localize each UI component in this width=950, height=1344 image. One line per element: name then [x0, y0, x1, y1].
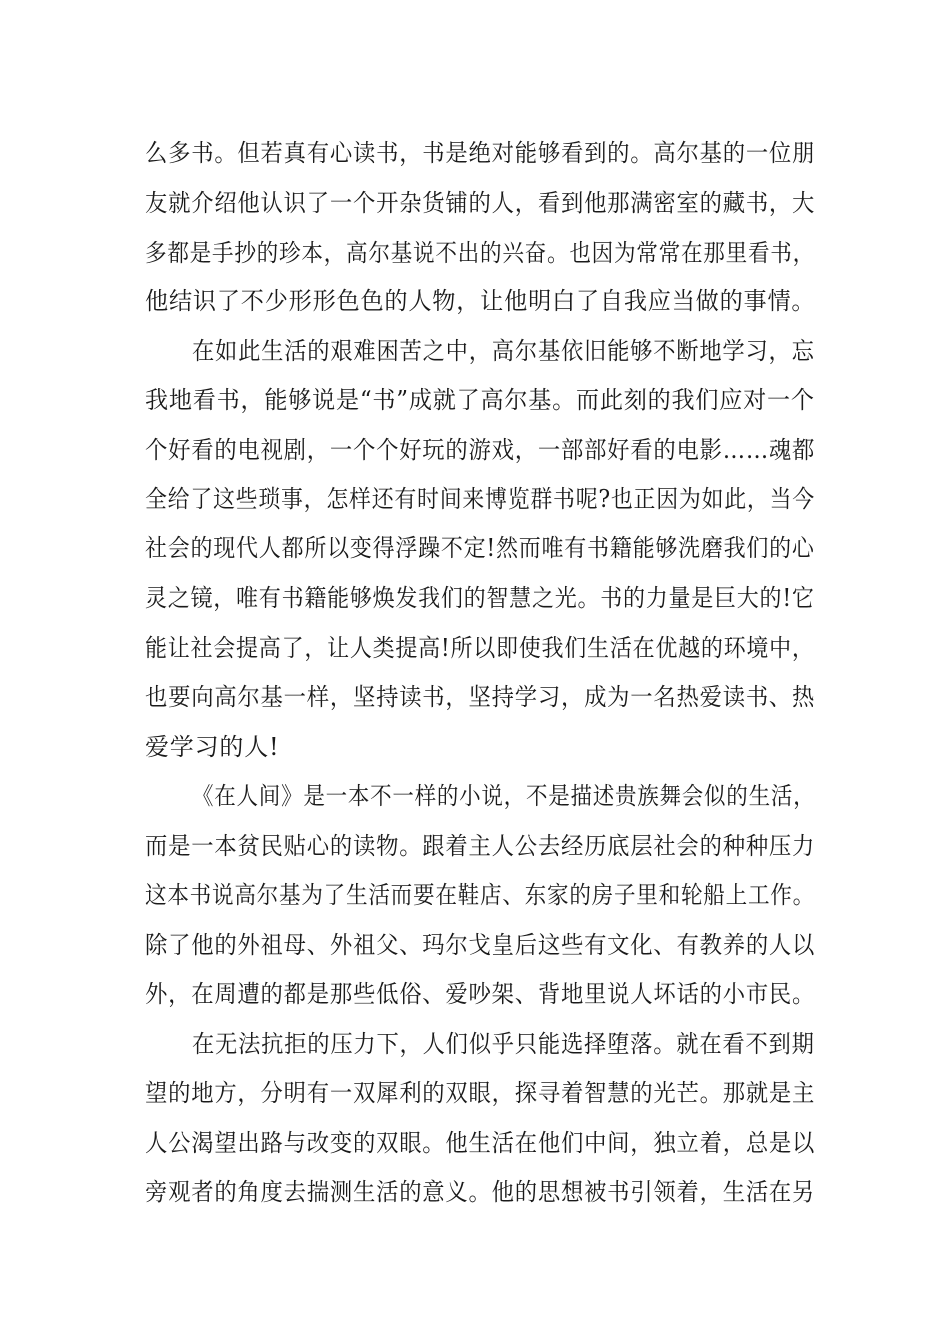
text-line: 灵之镜，唯有书籍能够焕发我们的智慧之光。书的力量是巨大的!它 [145, 584, 815, 612]
text-line: 多都是手抄的珍本，高尔基说不出的兴奋。也因为常常在那里看书， [145, 239, 815, 267]
text-line: 这本书说高尔基为了生活而要在鞋店、东家的房子里和轮船上工作。 [145, 881, 815, 909]
text-line: 全给了这些琐事，怎样还有时间来博览群书呢?也正因为如此，当今 [145, 485, 815, 513]
text-line: 人公渴望出路与改变的双眼。他生活在他们中间，独立着，总是以 [145, 1129, 816, 1157]
text-line: 爱学习的人! [145, 733, 280, 761]
text-line: 个好看的电视剧，一个个好玩的游戏，一部部好看的电影……魂都 [145, 436, 816, 464]
text-line: 社会的现代人都所以变得浮躁不定!然而唯有书籍能够洗磨我们的心 [145, 534, 815, 562]
text-line: 望的地方，分明有一双犀利的双眼，探寻着智慧的光芒。那就是主 [145, 1079, 816, 1107]
text-line: 友就介绍他认识了一个开杂货铺的人，看到他那满密室的藏书，大 [145, 189, 816, 217]
text-line: 旁观者的角度去揣测生活的意义。他的思想被书引领着，生活在另 [145, 1178, 816, 1206]
text-line: 他结识了不少形形色色的人物，让他明白了自我应当做的事情。 [145, 287, 816, 315]
text-line: 而是一本贫民贴心的读物。跟着主人公去经历底层社会的种种压力 [145, 832, 816, 860]
text-line: 么多书。但若真有心读书，书是绝对能够看到的。高尔基的一位朋 [145, 139, 816, 167]
text-line: 能让社会提高了，让人类提高!所以即使我们生活在优越的环境中， [145, 634, 815, 662]
text-line: 在无法抗拒的压力下，人们似乎只能选择堕落。就在看不到期 [192, 1030, 815, 1058]
text-line: 也要向高尔基一样，坚持读书，坚持学习，成为一名热爱读书、热 [145, 683, 816, 711]
text-line: 在如此生活的艰难困苦之中，高尔基依旧能够不断地学习，忘 [192, 337, 815, 365]
text-line: 除了他的外祖母、外祖父、玛尔戈皇后这些有文化、有教养的人以 [145, 931, 816, 959]
text-line: 我地看书，能够说是“书”成就了高尔基。而此刻的我们应对一个 [145, 386, 815, 414]
text-line: 外，在周遭的都是那些低俗、爱吵架、背地里说人坏话的小市民。 [145, 980, 816, 1008]
text-line: 《在人间》是一本不一样的小说，不是描述贵族舞会似的生活， [192, 782, 816, 810]
